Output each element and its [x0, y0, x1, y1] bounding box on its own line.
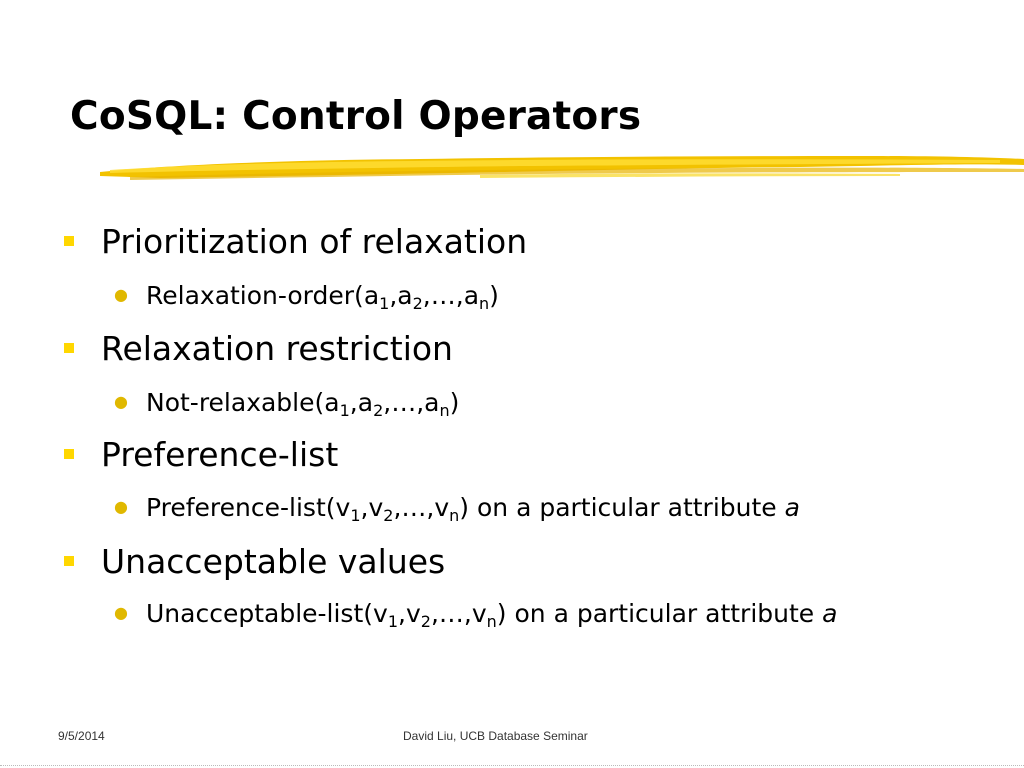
sub-bullet-item: [114, 281, 499, 313]
footer-presenter: David Liu, UCB Database Seminar: [403, 729, 588, 743]
square-bullet-icon: [64, 556, 74, 566]
square-bullet-icon: [64, 449, 74, 459]
bullet-text: Unacceptable values: [101, 542, 446, 581]
bullet-item: [101, 222, 528, 261]
dot-bullet-icon: ●: [114, 392, 128, 411]
slide-title: CoSQL: Control Operators: [70, 94, 642, 139]
bullet-item: [101, 329, 453, 368]
bullet-item: [101, 435, 339, 474]
dot-bullet-icon: ●: [114, 497, 128, 516]
bottom-divider: [0, 765, 1024, 766]
sub-bullet-text: Not-$relaxable(a_1,a_2,\dots,a_n)$: [146, 388, 460, 420]
bullet-text: Relaxation restriction: [101, 329, 453, 368]
sub-bullet-text: Unacceptable-$list(v_1,v_2,\dots,v_n)$ on a particular attribute a: [146, 599, 838, 631]
sub-bullet-text: Relaxation-$order(a_1,a_2,\dots,a_n)$: [146, 281, 499, 313]
square-bullet-icon: [64, 343, 74, 353]
sub-bullet-item: [114, 493, 800, 525]
bullet-item: [101, 542, 446, 581]
bullet-text: Prioritization of relaxation: [101, 222, 528, 261]
dot-bullet-icon: ●: [114, 603, 128, 622]
footer-date: 9/5/2014: [58, 729, 105, 743]
square-bullet-icon: [64, 236, 74, 246]
sub-bullet-text: Preference-$list(v_1,v_2,\dots,v_n)$ on a particular attribute a: [146, 493, 800, 525]
sub-bullet-item: [114, 388, 460, 420]
dot-bullet-icon: ●: [114, 285, 128, 304]
bullet-text: Preference-list: [101, 435, 339, 474]
sub-bullet-item: [114, 599, 838, 631]
title-underline-brushstroke: [100, 150, 1024, 188]
